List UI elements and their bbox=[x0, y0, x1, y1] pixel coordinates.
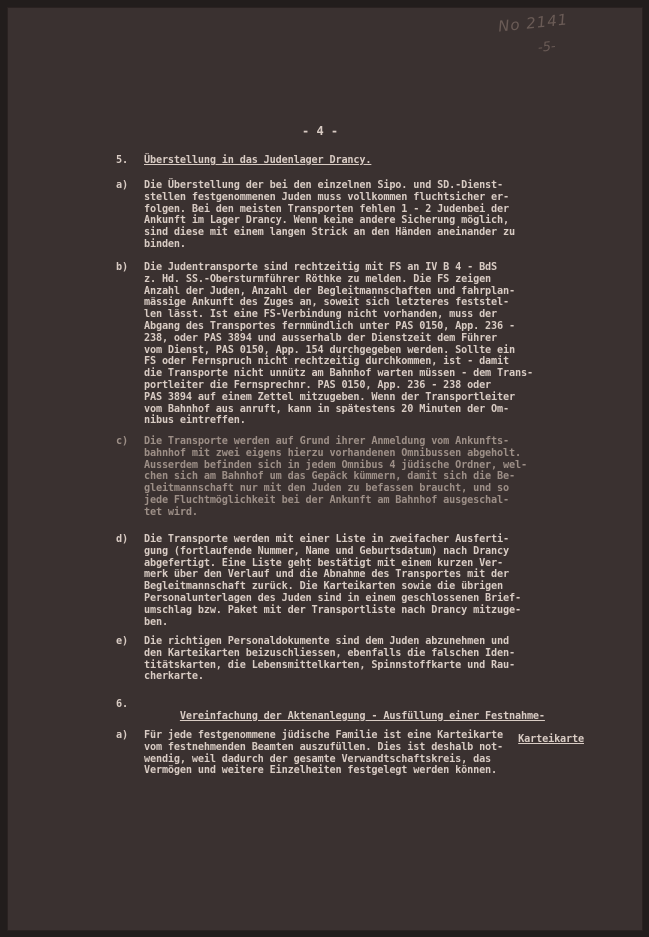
paragraph-text: Die Judentransporte sind rechtzeitig mit FS an IV B 4 - BdS z. Hd. SS.-Obersturmführer Röthke zu melden. Die FS zeigen Anzahl der Juden, Anzahl der Begleitmannschaften und fahrplan- mässige Ankunft des Zuges an, soweit sich letzteres feststel- len lässt. Ist eine FS-Verbindung nicht vorhanden, muss der Abgang des Transportes fernmündlich unter PAS 0150, App. 236 - 238, oder PAS 3894 und ausserhalb der Dienstzeit dem Führer vom Dienst, PAS 0150, App. 154 durchgegeben werden. Sollte ein FS oder Fernspruch nicht rechtzeitig durchkommen, ist - damit die Transporte nicht unnütz am Bahnhof warten müssen - dem Trans- portleiter die Fernsprechnr. PAS 0150, App. 236 - 238 oder PAS 3894 auf einem Zettel mitzugeben. Wenn der Transportleiter vom Bahnhof aus anruft, kann in spätestens 20 Minuten der Om- nibus eintreffen. bbox=[144, 262, 533, 427]
section-number: 5. bbox=[116, 155, 128, 166]
paragraph-marker: e) bbox=[116, 636, 128, 647]
paragraph-text: Die Transporte werden mit einer Liste in zweifacher Ausferti- gung (fortlaufende Nummer, Name und Geburtsdatum) nach Drancy abgefertigt. Eine Liste geht bestätigt mit einem kurzen Ver- merk über den Verlauf und die Abnahme des Transportes mit der Begleitmannschaft zurück. Die Karteikarten sowie die übrigen Personalunterlagen des Juden sind in einem geschlossenen Brief- umschlag bzw. Paket mit der Transportliste nach Drancy mitzuge- ben. bbox=[144, 534, 521, 628]
paragraph-text: Die Überstellung der bei den einzelnen Sipo. und SD.-Dienst- stellen festgenommenen Juden muss vollkommen fluchtsicher er- folgen. Bei den meisten Transporten fehlen 1 - 2 Judenbei der Ankunft im Lager Drancy. Wenn keine andere Sicherung möglich, sind diese mit einem langen Strick an den Händen aneinander zu binden. bbox=[144, 180, 515, 250]
paragraph-text: Die richtigen Personaldokumente sind dem Juden abzunehmen und den Karteikarten beizuschliessen, ebenfalls die falschen Iden- titätskarten, die Lebensmittelkarten, Spinnstoffkarte und Rau- cherkarte. bbox=[144, 636, 515, 683]
section-title-line-1: Vereinfachung der Aktenanlegung - Ausfüllung einer Festnahme- bbox=[179, 710, 545, 722]
paragraph-marker: a) bbox=[116, 730, 128, 741]
section-number: 6. bbox=[116, 699, 128, 710]
paragraph-marker: d) bbox=[116, 534, 128, 545]
paragraph-text: Die Transporte werden auf Grund ihrer Anmeldung vom Ankunfts- bahnhof mit zwei eigens hierzu vorhandenen Omnibussen abgeholt. Ausserdem befinden sich in jedem Omnibus 4 jüdische Ordner, wel- chen sich am Bahnhof um das Gepäck kümmern, damit sich die Be- gleitmannschaft nur mit den Juden zu befassen braucht, und so jede Fluchtmöglichkeit bei der Ankunft am Bahnhof ausgeschal- tet wird. bbox=[144, 436, 527, 518]
page-mark-annotation: -5- bbox=[537, 39, 557, 56]
paragraph-marker: b) bbox=[116, 262, 128, 273]
paragraph-marker: c) bbox=[116, 436, 128, 447]
archive-number-annotation: No 2141 bbox=[497, 10, 570, 36]
section-title-line-2: Karteikarte bbox=[518, 734, 584, 746]
paragraph-text: Für jede festgenommene jüdische Familie ist eine Karteikarte vom festnehmenden Beamten auszufüllen. Dies ist deshalb not- wendig, weil dadurch der gesamte Verwandtschaftskreis, das Vermögen und weitere Einzelheiten festgelegt werden können. bbox=[144, 730, 504, 777]
page-number: - 4 - bbox=[302, 124, 339, 138]
section-title: Überstellung in das Judenlager Drancy. bbox=[144, 155, 372, 166]
paragraph-marker: a) bbox=[116, 180, 128, 191]
